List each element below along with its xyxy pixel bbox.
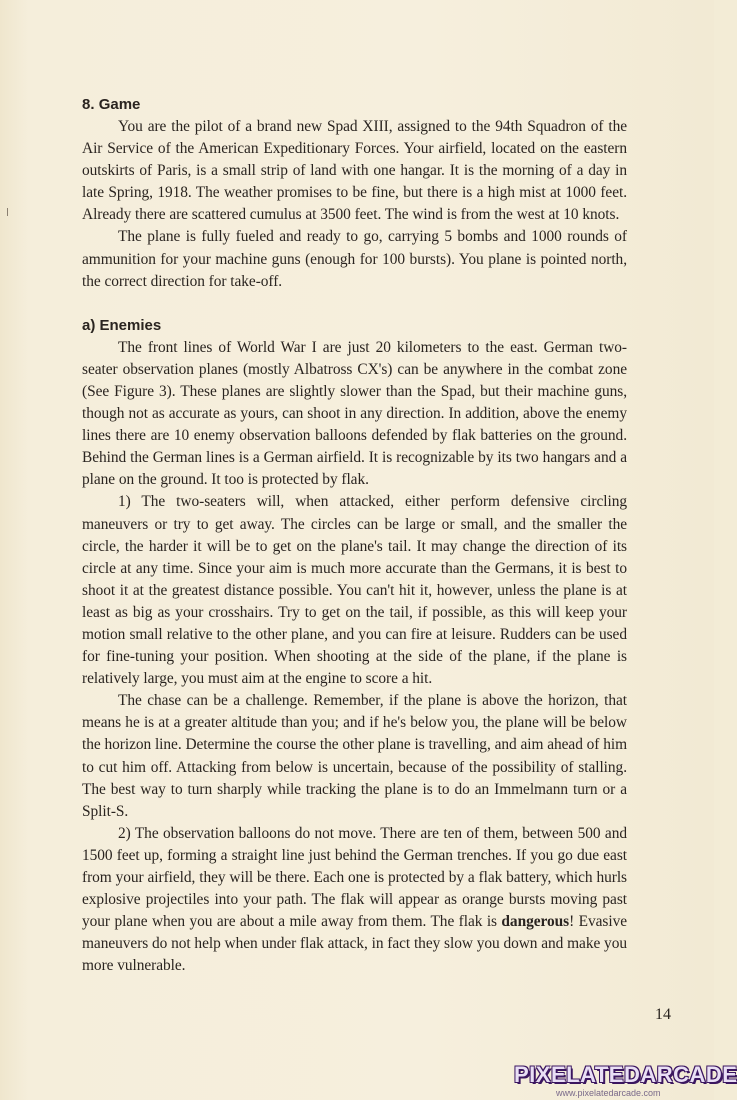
paragraph-plane-status: The plane is fully fueled and ready to go, carrying 5 bombs and 1000 rounds of ammunition for your machine guns (enough for 100 bursts). You plane is pointed north, the correct direction for take-off. xyxy=(82,228,627,290)
balloons-text-before: 2) The observation balloons do not move. There are ten of them, between 500 and 1500 feet up, forming a straight line just behind the German trenches. If you go due east from your airfield, they will be there. Each one is protected by a flak battery, which hurls explosive projectiles into your path. The flak will appear as orange bursts moving past your plane when you are about a mile away from them. The flak is xyxy=(82,824,627,931)
watermark-url: www.pixelatedarcade.com xyxy=(556,1088,661,1098)
page-number: 14 xyxy=(655,1006,671,1023)
margin-mark xyxy=(7,208,8,216)
subsection-heading: a) Enemies xyxy=(82,316,162,334)
paragraph-chase: The chase can be a challenge. Remember, if the plane is above the horizon, that means he is at a greater altitude than you; and if he's below you, the plane will be below the horizon line. Determine the course the other plane is travelling, and aim ahead of him to cut him off. Attacking from below is uncertain, because of the possibility of stalling. The best way to turn sharply while tracking the plane is to do an Immelmann turn or a Split-S. xyxy=(82,692,627,820)
section-number: 8. xyxy=(82,96,95,113)
paragraph-setup: You are the pilot of a brand new Spad XIII, assigned to the 94th Squadron of the Air Service of the American Expeditionary Forces. Your airfield, located on the eastern outskirts of Paris, is a small strip of land with one hangar. It is the morning of a day in late Spring, 1918. The weather promises to be fine, but there is a high mist at 1000 feet. Already there are scattered cumulus at 3500 feet. The wind is from the west at 10 knots. xyxy=(82,118,627,224)
balloons-text-after: ! Evasive maneuvers do not help when under flak attack, in fact they slow you down and make you more vulnerable. xyxy=(82,913,627,975)
watermark-logo: PIXELATEDARCADE xyxy=(514,1062,737,1087)
section-heading xyxy=(82,94,627,116)
paragraph-balloons xyxy=(82,823,627,978)
paragraph-front-lines: The front lines of World War I are just 20 kilometers to the east. German two-seater observation planes (mostly Albatross CX's) can be anywhere in the combat zone (See Figure 3). These planes are slightly slower than the Spad, but their machine guns, though not as accurate as yours, can shoot in any direction. In addition, above the enemy lines there are 10 enemy observation balloons defended by flak batteries on the ground. Behind the German lines is a German airfield. It is recognizable by its two hangars and a plane on the ground. It too is protected by flak. xyxy=(82,338,627,489)
paragraph-two-seaters: 1) The two-seaters will, when attacked, either perform defensive circling maneuvers or try to get away. The circles can be large or small, and the smaller the circle, the harder it will be to get on the plane's tail. It may change the direction of its circle at any time. Since your aim is much more accurate than the Germans, it is best to shoot it at the greatest distance possible. You can't hit it, however, unless the plane is at least as big as your crosshairs. Try to get on the tail, if possible, as this will keep your motion small relative to the other plane, and you can fire at leisure. Rudders can be used for fine-tuning your position. When shooting at the side of the plane, if the plane is relatively large, you must aim at the engine to score a hit. xyxy=(82,493,627,688)
section-title: Game xyxy=(98,96,141,113)
page-content xyxy=(82,94,627,977)
balloons-emphasis: dangerous xyxy=(501,913,570,931)
